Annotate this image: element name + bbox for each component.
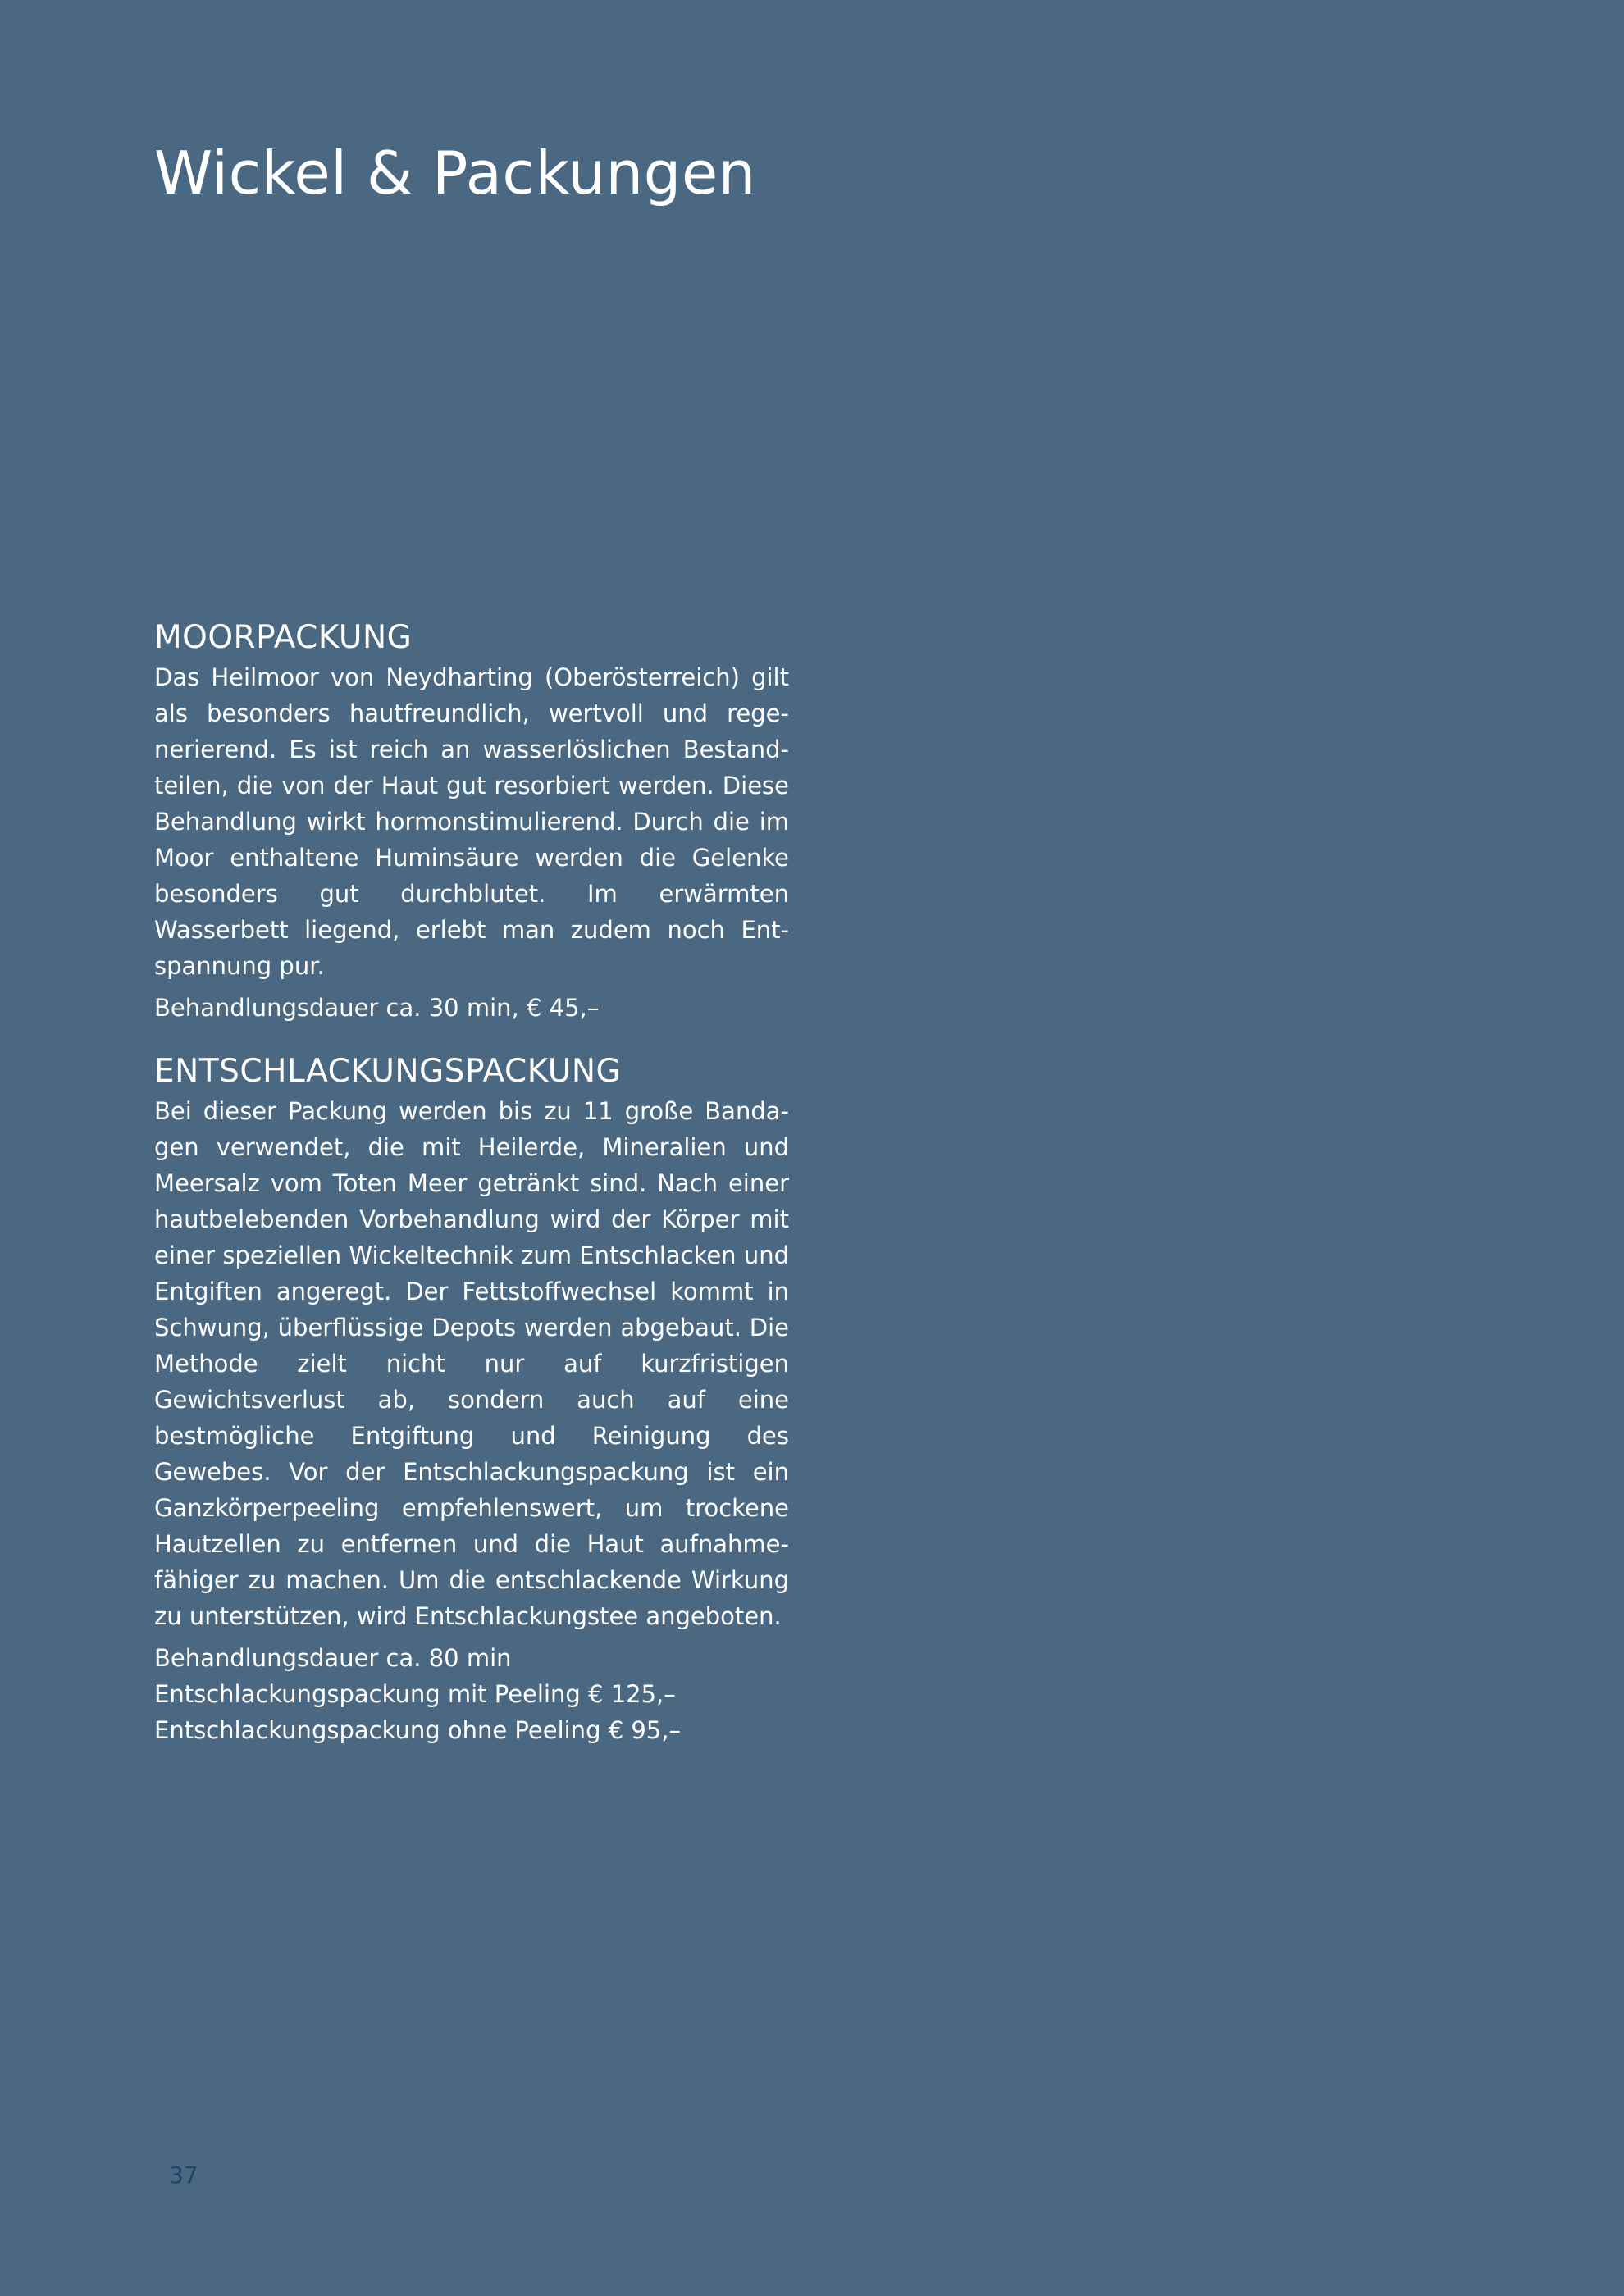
section-body: Das Heilmoor von Neydharting (Oberösterreich) gilt als besonders hautfreundlich, wertvoll und regenerierend. Es ist reich an wasserlöslichen Bestandteilen, die von der Haut gut resorbiert werden. Diese Behandlung wirkt hormonstimulierend. Durch die im Moor enthaltene Huminsäure werden die Gelenke besonders gut durchblutet. Im erwärmten Wasserbett liegend, erlebt man zudem noch Entspannung pur. (154, 663, 789, 980)
section-heading: MOORPACKUNG (154, 619, 413, 656)
price-line-with-peeling: Entschlackungspackung mit Peeling € 125,– (154, 1680, 676, 1708)
duration-price-line: Behandlungsdauer ca. 30 min, € 45,– (154, 994, 600, 1022)
page-title: Wickel & Packungen (154, 139, 756, 207)
duration-line: Behandlungsdauer ca. 80 min (154, 1644, 512, 1672)
section-entschlackungspackung (154, 1050, 789, 1748)
content-column (154, 617, 789, 1748)
treatment-details (154, 1640, 789, 1748)
price-line-without-peeling: Entschlackungspackung ohne Peeling € 95,– (154, 1716, 681, 1744)
page-number: 37 (169, 2162, 198, 2189)
section-moorpackung (154, 617, 789, 1026)
section-heading: ENTSCHLACKUNGSPACKUNG (154, 1053, 622, 1090)
treatment-details (154, 990, 789, 1026)
section-body: Bei dieser Packung werden bis zu 11 große Bandagen verwendet, die mit Heilerde, Mineralien und Meersalz vom Toten Meer getränkt sind. Nach einer hautbelebenden Vorbehandlung wird der Körper mit einer speziellen Wickeltechnik zum Entschlacken und Entgiften angeregt. Der Fettstoffwechsel kommt in Schwung, überflüssige Depots werden abgebaut. Die Methode zielt nicht nur auf kurzfristigen Gewichtsverlust ab, sondern auch auf eine bestmögliche Entgiftung und Reinigung des Gewebes. Vor der Entschlackungspackung ist ein Ganzkörperpeeling empfehlenswert, um trockene Hautzellen zu entfernen und die Haut aufnahmefähiger zu machen. Um die entschlackende Wirkung zu unterstützen, wird Entschlackungstee angeboten. (154, 1097, 789, 1630)
